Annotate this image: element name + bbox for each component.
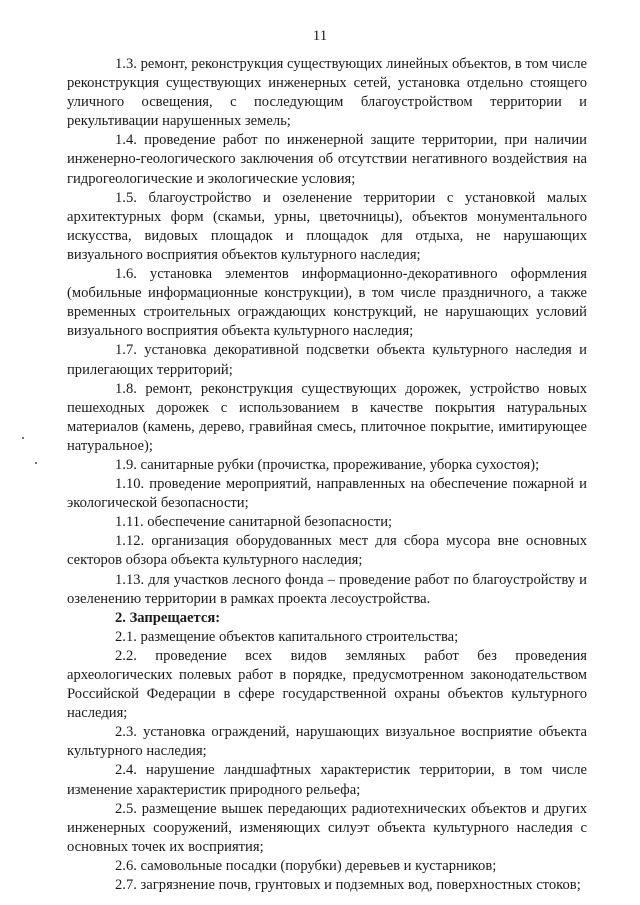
paragraph-1-4: 1.4. проведение работ по инженерной защите территории, при наличии инженерно-геологического заключения об отсутствии негативного воздействия на гидрогеологические и экологические условия; (67, 132, 587, 187)
paragraph-1-7: 1.7. установка декоративной подсветки объекта культурного наследия и прилегающих территорий; (67, 342, 587, 378)
paragraph-1-3: 1.3. ремонт, реконструкция существующих линейных объектов, в том числе реконструкция существующих инженерных сетей, установка отдельно стоящего уличного освещения, с последующим благоустройством территории и рекультивации нарушенных земель; (67, 56, 587, 130)
paragraph-1-5: 1.5. благоустройство и озеленение территории с установкой малых архитектурных форм (скамьи, урны, цветочницы), объектов монументального искусства, видовых площадок и площадок для отдыха, не нарушающих визуального восприятия объектов культурного наследия; (67, 189, 587, 263)
section-heading-prohibited: 2. Запрещается: (115, 609, 221, 626)
paragraph-1-9: 1.9. санитарные рубки (прочистка, прореживание, уборка сухостоя); (115, 456, 540, 473)
paragraph-1-12: 1.12. организация оборудованных мест для сбора мусора вне основных секторов обзора объекта культурного наследия; (67, 533, 587, 569)
paragraph-1-10: 1.10. проведение мероприятий, направленных на обеспечение пожарной и экологической безопасности; (67, 476, 587, 512)
scan-speck (22, 437, 24, 439)
scan-speck (35, 462, 37, 464)
paragraph-1-8: 1.8. ремонт, реконструкция существующих дорожек, устройство новых пешеходных дорожек с использованием в качестве покрытия натуральных материалов (камень, дерево, гравийная смесь, плиточное покрытие, имитирующее натуральное); (67, 380, 587, 454)
page-number: 11 (312, 28, 328, 44)
paragraph-1-11: 1.11. обеспечение санитарной безопасности; (115, 514, 393, 531)
paragraph-2-4: 2.4. нарушение ландшафтных характеристик территории, в том числе изменение характеристик природного рельефа; (67, 762, 587, 798)
document-body (67, 55, 587, 895)
paragraph-2-2: 2.2. проведение всех видов земляных работ без проведения археологических полевых работ в порядке, предусмотренном законодательством Российской Федерации в сфере государственной охраны объектов культурного наследия; (67, 647, 587, 722)
paragraph-2-1: 2.1. размещение объектов капитального строительства; (115, 628, 459, 645)
paragraph-1-6: 1.6. установка элементов информационно-декоративного оформления (мобильные информационные конструкции), в том числе праздничного, а также временных строительных ограждающих конструкций, не нарушающих условий визуального восприятия объекта культурного наследия; (67, 266, 587, 340)
paragraph-1-13: 1.13. для участков лесного фонда – проведение работ по благоустройству и озеленению территории в рамках проекта лесоустройства. (67, 571, 587, 607)
paragraph-2-5: 2.5. размещение вышек передающих радиотехнических объектов и других инженерных сооружений, изменяющих силуэт объекта культурного наследия с основных точек их восприятия; (67, 800, 587, 855)
paragraph-2-3: 2.3. установка ограждений, нарушающих визуальное восприятие объекта культурного наследия; (67, 724, 587, 760)
paragraph-2-7: 2.7. загрязнение почв, грунтовых и подземных вод, поверхностных стоков; (115, 877, 581, 894)
paragraph-2-6: 2.6. самовольные посадки (порубки) деревьев и кустарников; (115, 857, 497, 874)
